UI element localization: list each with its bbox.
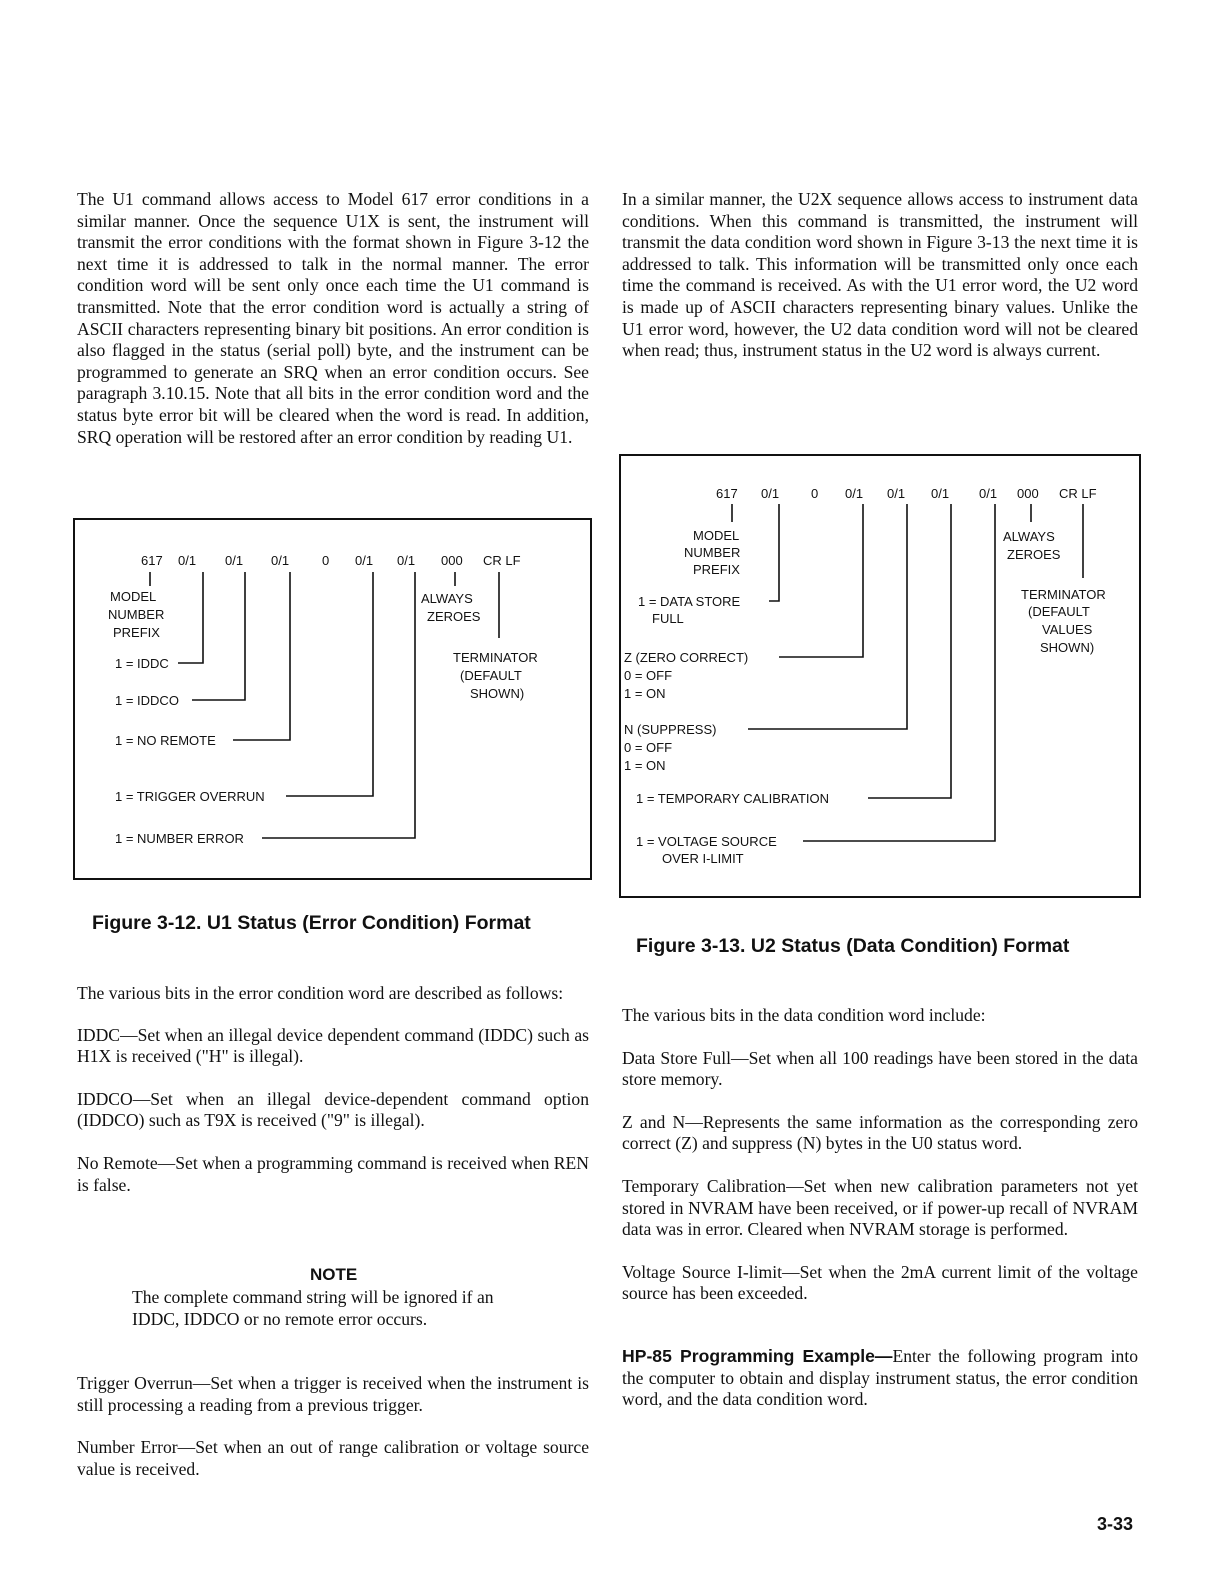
hp85-example-body: Enter the following program into the computer to obtain and display instrument status, the error condition word, and the data condition word. [622, 1345, 1139, 1410]
fig13-suppress: N (SUPPRESS) [624, 722, 717, 737]
left-column [77, 189, 589, 448]
fig13-code-2: 0 [811, 486, 819, 501]
fig13-code-7: 000 [1017, 486, 1039, 501]
fig13-default: (DEFAULT [1028, 604, 1090, 619]
voltage-source-description: Voltage Source I-limit—Set when the 2mA current limit of the voltage source has been exceeded. [622, 1261, 1138, 1304]
note-title: NOTE [310, 1265, 358, 1284]
note-body: The complete command string will be ignored if an IDDC, IDDCO or no remote error occurs. [132, 1287, 494, 1329]
fig13-code-1: 0/1 [761, 486, 780, 501]
fig13-zc-on: 1 = ON [624, 686, 666, 701]
fig13-terminator: TERMINATOR [1021, 587, 1106, 602]
fig12-model: MODEL [110, 589, 157, 604]
u1-intro-paragraph: The U1 command allows access to Model 617 error conditions in a similar manner. Once the sequence U1X is sent, the instrument will transmit the error conditions with the format shown in Figure 3-12 the next time it is addressed to talk in the normal manner. The error condition word will be sent only once each time the U1 command is transmitted. Note that the error condition word is actually a string of ASCII characters representing binary bit positions. An error condition is also flagged in the status (serial poll) byte, and the instrument can be programmed to generate an SRQ when an error condition occurs. See paragraph 3.10.15. Note that all bits in the error condition word and the status byte error bit will be cleared when the word is read. In addition, SRQ operation will be restored after an error condition by reading U1. [77, 189, 589, 447]
fig12-label-trigger-overrun: 1 = TRIGGER OVERRUN [115, 789, 265, 804]
data-store-full-description: Data Store Full—Set when all 100 readings have been stored in the data store memory. [622, 1047, 1138, 1090]
data-bits-intro: The various bits in the data condition word include: [622, 1005, 986, 1025]
fig13-full: FULL [652, 611, 684, 626]
figure-3-12-caption: Figure 3-12. U1 Status (Error Condition) Format [92, 912, 531, 934]
fig12-label-number-error: 1 = NUMBER ERROR [115, 831, 244, 846]
fig12-code-4: 0 [322, 553, 330, 568]
figure-3-12-diagram [75, 520, 590, 878]
fig13-voltage-source: 1 = VOLTAGE SOURCE [636, 834, 777, 849]
fig12-shown: SHOWN) [470, 686, 525, 701]
iddco-description: IDDCO—Set when an illegal device-dependent command option (IDDCO) such as T9X is received ("9" is illegal). [77, 1088, 589, 1131]
fig12-zeroes: ZEROES [427, 609, 481, 624]
fig13-n-off: 0 = OFF [624, 740, 673, 755]
fig13-code-617: 617 [716, 486, 738, 501]
figure-3-13-caption: Figure 3-13. U2 Status (Data Condition) Format [636, 935, 1070, 957]
fig12-code-1: 0/1 [178, 553, 197, 568]
fig13-number: NUMBER [684, 545, 741, 560]
right-column-lower [622, 1005, 1138, 1411]
fig12-label-no-remote: 1 = NO REMOTE [115, 733, 216, 748]
figure-3-13-box [619, 454, 1141, 898]
fig13-data-store: 1 = DATA STORE [638, 594, 741, 609]
fig12-code-5: 0/1 [355, 553, 374, 568]
fig13-prefix: PREFIX [693, 562, 740, 577]
right-column [622, 189, 1138, 362]
temporary-calibration-description: Temporary Calibration—Set when new calibration parameters not yet stored in NVRAM have been received, or if power-up recall of NVRAM data was in error. Cleared when NVRAM storage is performed. [622, 1175, 1138, 1240]
z-and-n-description: Z and N—Represents the same information as the corresponding zero correct (Z) and suppress (N) bytes in the U0 status word. [622, 1111, 1138, 1154]
fig12-code-7: 000 [441, 553, 463, 568]
hp85-example-paragraph [622, 1346, 1138, 1411]
figure-3-13-diagram [621, 456, 1139, 896]
fig13-code-8: CR LF [1059, 486, 1097, 501]
fig12-prefix: PREFIX [113, 625, 160, 640]
page-number: 3-33 [1097, 1514, 1134, 1534]
fig12-code-2: 0/1 [225, 553, 244, 568]
fig13-model: MODEL [693, 528, 740, 543]
hp85-example-lead: HP-85 Programming Example— [622, 1345, 893, 1366]
fig13-always: ALWAYS [1003, 529, 1055, 544]
fig13-over-ilimit: OVER I-LIMIT [662, 851, 744, 866]
fig13-code-4: 0/1 [887, 486, 906, 501]
fig13-zero-correct: Z (ZERO CORRECT) [624, 650, 749, 665]
fig13-code-3: 0/1 [845, 486, 864, 501]
fig13-values: VALUES [1042, 622, 1093, 637]
left-column-bottom [77, 1373, 589, 1480]
iddc-description: IDDC—Set when an illegal device dependent command (IDDC) such as H1X is received ("H" is illegal). [77, 1024, 589, 1067]
error-bits-intro: The various bits in the error condition word are described as follows: [77, 983, 564, 1003]
fig12-default: (DEFAULT [460, 668, 522, 683]
fig12-code-3: 0/1 [271, 553, 290, 568]
fig13-code-5: 0/1 [931, 486, 950, 501]
fig12-number: NUMBER [108, 607, 165, 622]
fig13-zeroes: ZEROES [1007, 547, 1061, 562]
fig12-terminator: TERMINATOR [453, 650, 538, 665]
fig12-code-6: 0/1 [397, 553, 416, 568]
fig12-always: ALWAYS [421, 591, 473, 606]
fig13-zc-off: 0 = OFF [624, 668, 673, 683]
fig13-code-6: 0/1 [979, 486, 998, 501]
left-column-lower [77, 983, 589, 1196]
fig12-code-8: CR LF [483, 553, 521, 568]
figure-3-12-box [73, 518, 592, 880]
trigger-overrun-description: Trigger Overrun—Set when a trigger is received when the instrument is still processing a reading from a previous trigger. [77, 1373, 589, 1415]
fig13-n-on: 1 = ON [624, 758, 666, 773]
fig13-temp-cal: 1 = TEMPORARY CALIBRATION [636, 791, 830, 806]
fig12-label-iddc: 1 = IDDC [115, 656, 169, 671]
u2-intro-paragraph: In a similar manner, the U2X sequence allows access to instrument data conditions. When this command is transmitted, the instrument will transmit the data condition word shown in Figure 3-13 the next time it is addressed to talk. This information will be transmitted only once each time the command is received. As with the U1 error word, the U2 word is made up of ASCII characters representing binary values. Unlike the U1 error word, however, the U2 data condition word will not be cleared when read; thus, instrument status in the U2 word is always current. [622, 189, 1138, 361]
number-error-description: Number Error—Set when an out of range calibration or voltage source value is received. [77, 1437, 589, 1479]
fig13-shown: SHOWN) [1040, 640, 1095, 655]
fig12-label-iddco: 1 = IDDCO [115, 693, 179, 708]
no-remote-description: No Remote—Set when a programming command is received when REN is false. [77, 1152, 589, 1195]
fig12-code-617: 617 [141, 553, 163, 568]
